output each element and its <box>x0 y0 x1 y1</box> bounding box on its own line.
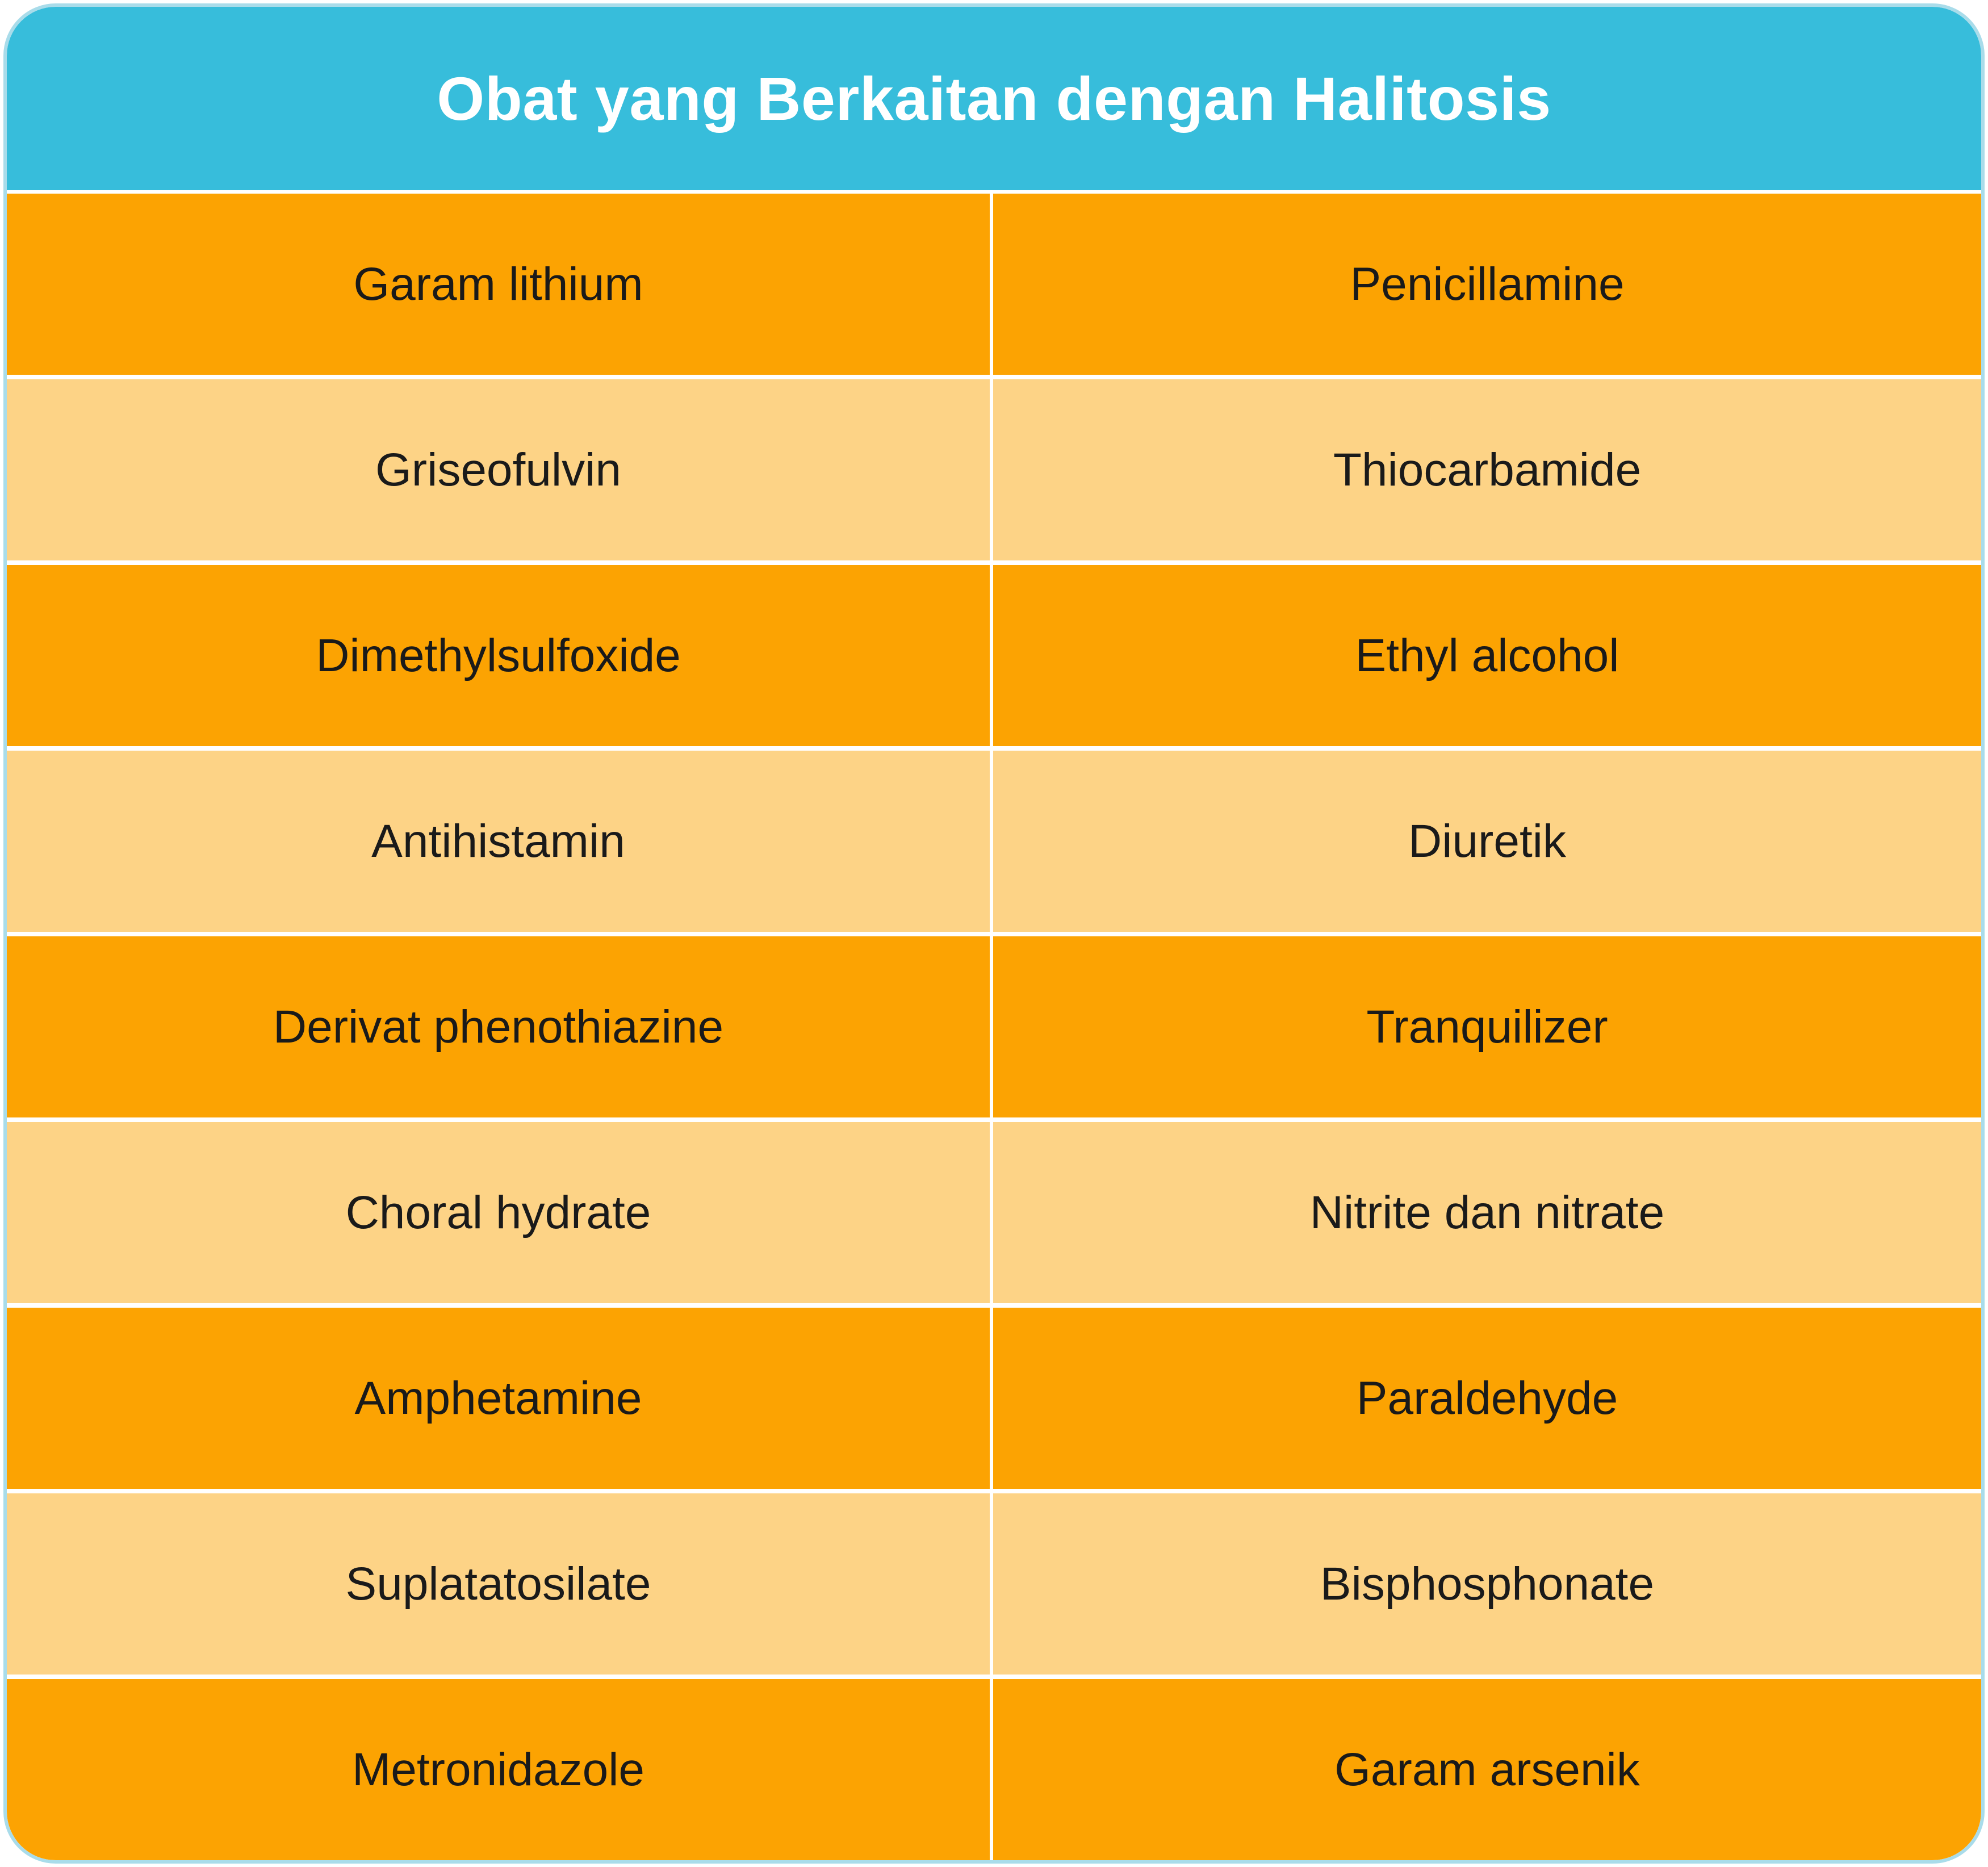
table-cell: Nitrite dan nitrate <box>993 1122 1981 1303</box>
table-cell: Metronidazole <box>7 1679 990 1860</box>
table-cell: Garam lithium <box>7 194 990 375</box>
table-cell: Dimethylsulfoxide <box>7 565 990 746</box>
table-cell: Griseofulvin <box>7 379 990 560</box>
drug-table-card <box>3 3 1985 1864</box>
drug-table <box>7 194 1981 1860</box>
table-cell: Antihistamin <box>7 751 990 932</box>
table-cell: Derivat phenothiazine <box>7 936 990 1117</box>
table-cell: Diuretik <box>993 751 1981 932</box>
table-cell: Penicillamine <box>993 194 1981 375</box>
table-cell: Ethyl alcohol <box>993 565 1981 746</box>
table-cell: Amphetamine <box>7 1308 990 1489</box>
table-cell: Paraldehyde <box>993 1308 1981 1489</box>
table-cell: Suplatatosilate <box>7 1493 990 1675</box>
table-header <box>7 7 1981 190</box>
table-title: Obat yang Berkaitan dengan Halitosis <box>437 64 1551 133</box>
table-cell: Thiocarbamide <box>993 379 1981 560</box>
table-cell: Tranquilizer <box>993 936 1981 1117</box>
table-cell: Garam arsenik <box>993 1679 1981 1860</box>
table-cell: Choral hydrate <box>7 1122 990 1303</box>
table-cell: Bisphosphonate <box>993 1493 1981 1675</box>
